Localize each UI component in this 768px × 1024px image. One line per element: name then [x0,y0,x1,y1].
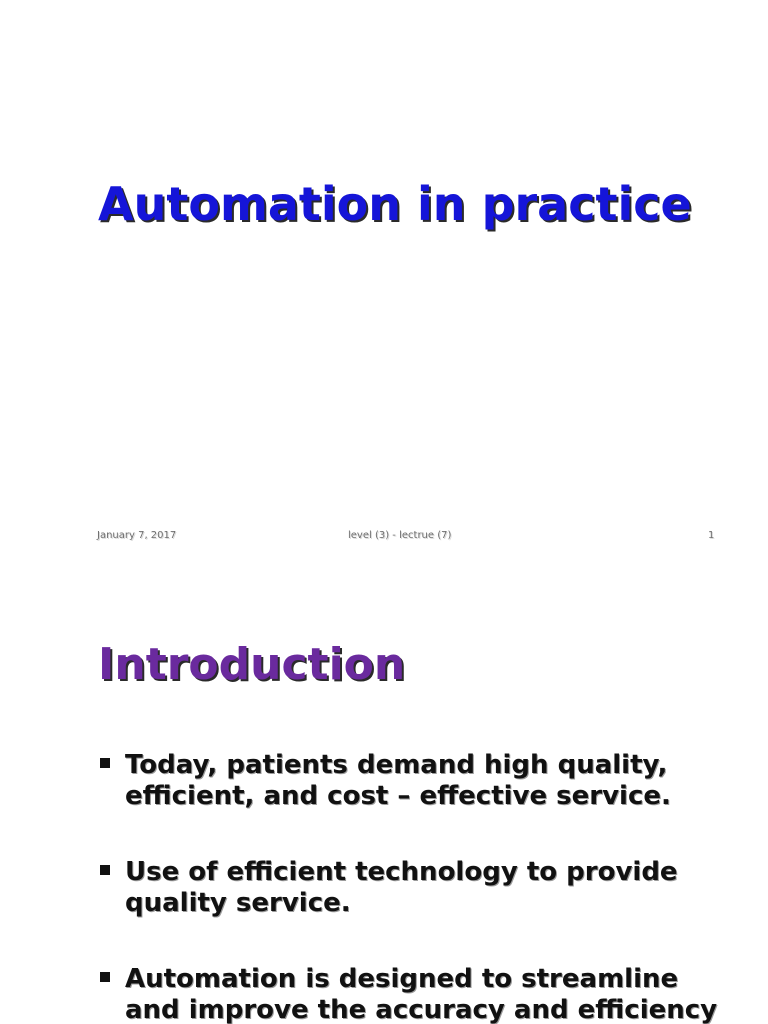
footer-date: January 7, 2017 [97,530,177,541]
list-item [98,750,738,812]
slide-2 [0,560,768,1024]
bullet-text: Automation is designed to streamline and improve the accuracy and efficiency [125,964,718,1024]
square-bullet-icon [100,758,110,768]
footer-page-number: 1 [708,530,715,541]
bullet-text: Today, patients demand high quality, efficient, and cost – effective service. [125,750,671,811]
slide-title: Introduction [98,639,406,690]
list-item [98,857,738,919]
square-bullet-icon [100,972,110,982]
footer-lecture-info: level (3) - lectrue (7) [348,530,452,541]
bullet-text: Use of efficient technology to provide quality service. [125,857,678,918]
list-item [98,964,738,1024]
slide-title: Automation in practice [98,177,692,231]
square-bullet-icon [100,865,110,875]
bullet-list [98,750,738,1024]
